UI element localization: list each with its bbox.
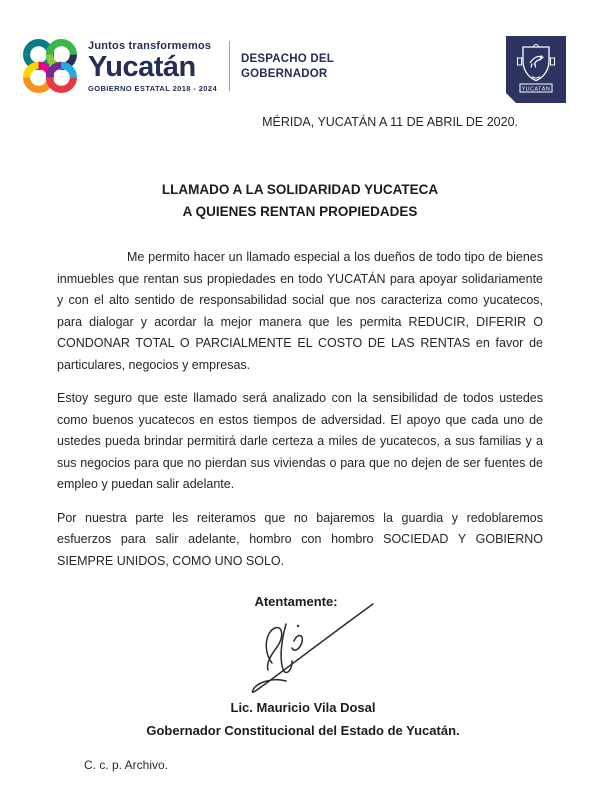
emblem-background bbox=[506, 36, 566, 103]
state-emblem bbox=[506, 36, 566, 103]
date-line: MÉRIDA, YUCATÁN A 11 DE ABRIL DE 2020. bbox=[262, 115, 518, 129]
cc-note: C. c. p. Archivo. bbox=[84, 758, 169, 772]
paragraph-3: Por nuestra parte les reiteramos que no bajaremos la guardia y redoblaremos esfuerzos para salir adelante, hombro con hombro SOCIEDAD Y GOBIERNO SIEMPRE UNIDOS, COMO UNO SOLO. bbox=[57, 510, 543, 568]
logo-tagline: Juntos transformemos bbox=[88, 40, 212, 52]
logo-subtitle: GOBIERNO ESTATAL 2018 - 2024 bbox=[88, 84, 218, 93]
closing-salutation: Atentamente: bbox=[254, 594, 338, 609]
signature-dot bbox=[297, 625, 299, 627]
office-title-line1: DESPACHO DEL bbox=[241, 53, 334, 65]
signature-diagonal-stroke bbox=[252, 604, 373, 692]
logo-name: Yucatán bbox=[88, 51, 196, 83]
paragraph-1: Me permito hacer un llamado especial a los dueños de todo tipo de bienes inmuebles que rentan sus propiedades en todo YUCATÁN para apoyar solidariamente y con el alto sentido de responsabilidad social que nos caracteriza como yucatecos, para dialogar y acordar la mejor manera que les permita REDUCIR, DIFERIR O CONDONAR TOTAL O PARCIALMENTE EL COSTO DE LAS RENTAS en favor de particulares, negocios y empresas. bbox=[57, 250, 543, 372]
signature bbox=[228, 599, 378, 699]
letter-body bbox=[57, 247, 543, 584]
signature-initials-3 bbox=[292, 635, 302, 650]
office-title-line2: GOBERNADOR bbox=[241, 68, 328, 80]
paragraph-2: Estoy seguro que este llamado será analizado con la sensibilidad de todos ustedes como buenos yucatecos en estos tiempos de adversidad. El apoyo que cada uno de ustedes pueda brindar permitirá darle certeza a miles de yucatecos, a sus familias y a sus negocios para que no pierdan sus viviendas o para que no dejen de ser fuentes de empleo y puedan salir adelante. bbox=[57, 391, 543, 491]
yucatan-flower-logo-icon bbox=[20, 36, 80, 96]
signer-title: Gobernador Constitucional del Estado de Yucatán. bbox=[146, 723, 460, 738]
emblem-label: YUCATÁN bbox=[521, 86, 551, 93]
logo-wordmark bbox=[88, 36, 217, 93]
signer-name: Lic. Mauricio Vila Dosal bbox=[230, 700, 376, 715]
letterhead bbox=[20, 36, 566, 103]
letter-title-line1: LLAMADO A LA SOLIDARIDAD YUCATECA bbox=[161, 182, 439, 197]
signature-initials bbox=[266, 628, 281, 670]
letter-title-line2: A QUIENES RENTAN PROPIEDADES bbox=[182, 204, 418, 219]
letter-title bbox=[0, 179, 600, 223]
office-title bbox=[241, 52, 334, 82]
header-divider bbox=[229, 41, 230, 91]
